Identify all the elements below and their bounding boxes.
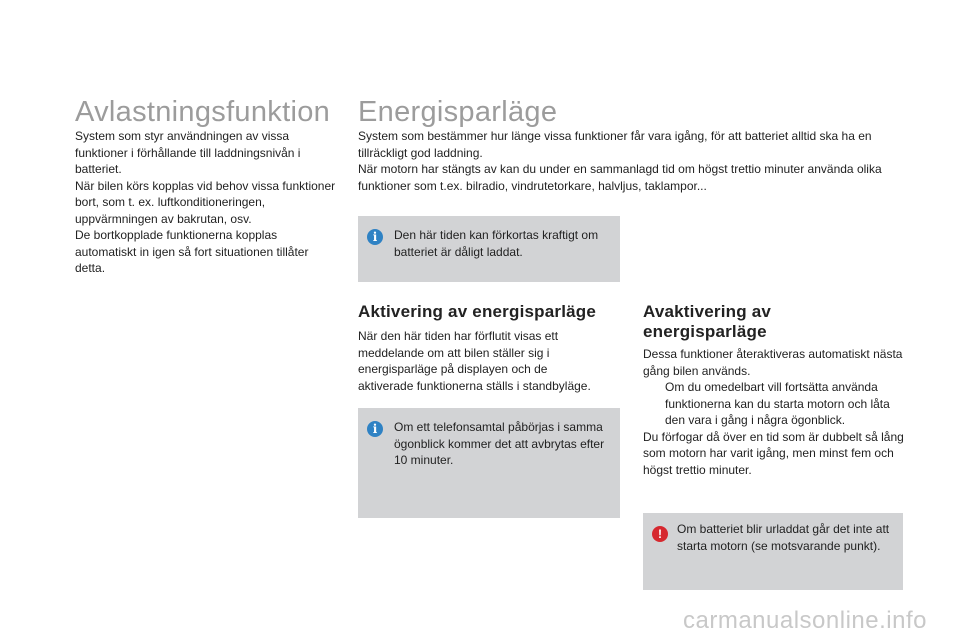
avlastning-description <box>75 128 337 277</box>
watermark: carmanualsonline.info <box>683 607 927 634</box>
warning-icon: ! <box>652 526 668 542</box>
info-icon: i <box>367 421 383 437</box>
heading-aktivering: Aktivering av energisparläge <box>358 302 597 321</box>
intro-paragraph: När motorn har stängts av kan du under en sammanlagd tid om högst trettio minuter använda olika funktioner som t.ex. bilradio, vindrutetorkare, halvljus, taklampor... <box>358 162 882 193</box>
avlastning-paragraph: System som styr användningen av vissa funktioner i förhållande till laddningsnivån i batteriet. <box>75 129 301 176</box>
warning-note-battery <box>643 513 903 590</box>
bullet-text: Om du omedelbart vill fortsätta använda funktionerna kan du starta motorn och låta den vara i gång i några ögonblick. <box>665 380 890 427</box>
avlastning-paragraph: De bortkopplade funktionerna kopplas automatiskt in igen så fort situationen tillåter detta. <box>75 228 309 275</box>
info-note-text: Den här tiden kan förkortas kraftigt om batteriet är dåligt laddat. <box>394 228 599 259</box>
section-title-avlastning: Avlastningsfunktion <box>75 96 331 128</box>
intro-paragraph: System som bestämmer hur länge vissa funktioner får vara igång, för att batteriet alltid ska ha en tillräckligt god laddning. <box>358 129 872 160</box>
info-note-battery <box>358 216 620 282</box>
bullet-item <box>643 379 905 429</box>
info-note-text: Om ett telefonsamtal påbörjas i samma ögonblick kommer det att avbrytas efter 10 minuter. <box>394 420 605 467</box>
avaktivering-paragraph: Dessa funktioner återaktiveras automatiskt nästa gång bilen används. <box>643 347 903 378</box>
avaktivering-text <box>643 346 905 478</box>
avlastning-paragraph: När bilen körs kopplas vid behov vissa funktioner bort, som t. ex. luftkonditioneringen, uppvärmningen av bakrutan, osv. <box>75 178 336 226</box>
avaktivering-paragraph: Du förfogar då över en tid som är dubbelt så lång som motorn har varit igång, men minst fem och högst trettio minuter. <box>643 429 904 477</box>
info-icon: i <box>367 229 383 245</box>
bullet-marker <box>643 379 665 429</box>
aktivering-text: När den här tiden har förflutit visas ett meddelande om att bilen ställer sig i energisparläge på displayen och de aktiverade funktionerna ställs i standbyläge. <box>358 329 591 393</box>
heading-avaktivering: Avaktivering av energisparläge <box>643 302 772 341</box>
warning-note-text: Om batteriet blir urladdat går det inte att starta motorn (se motsvarande punkt). <box>677 522 890 553</box>
energisparlage-intro <box>358 128 903 194</box>
info-note-phone <box>358 408 620 518</box>
section-title-energisparlage: Energisparläge <box>358 96 558 128</box>
